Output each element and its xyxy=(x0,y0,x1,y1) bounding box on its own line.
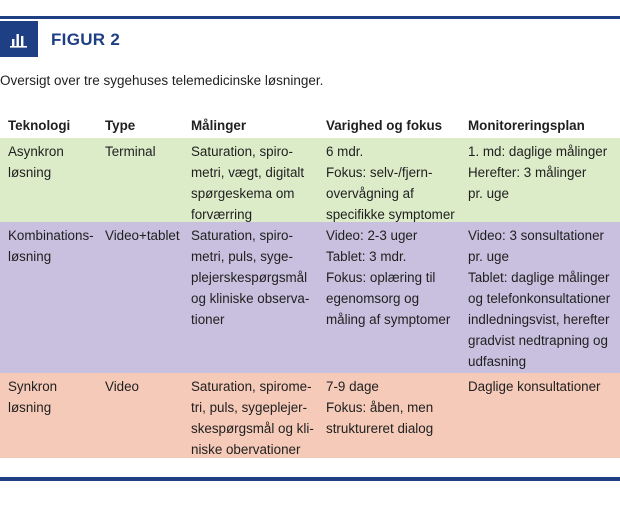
cell-varighed: Video: 2-3 uger Tablet: 3 mdr. Fokus: oplæring til egenomsorg og måling af symptomer xyxy=(326,228,451,327)
cell-monitoreringsplan: 1. md: daglige målinger Herefter: 3 målinger pr. uge xyxy=(468,144,608,201)
cell-teknologi: Synkron løsning xyxy=(8,379,58,415)
bar-chart-icon xyxy=(0,21,38,57)
table-header-row xyxy=(0,108,620,138)
top-rule xyxy=(0,16,620,19)
cell-teknologi: Asynkron løsning xyxy=(8,144,64,180)
cell-malinger: Saturation, spirome- tri, puls, sygeplejer- skespørgsmål og kli- niske obervationer xyxy=(191,379,314,457)
cell-monitoreringsplan: Daglige konsultationer xyxy=(468,379,601,394)
cell-varighed: 6 mdr. Fokus: selv-/fjern- overvågning af specifikke symptomer xyxy=(326,144,455,222)
header-malinger: Målinger xyxy=(191,118,247,133)
header-teknologi: Teknologi xyxy=(8,118,71,133)
cell-type: Terminal xyxy=(105,144,156,159)
cell-type: Video+tablet xyxy=(105,228,180,243)
table-row-synkron xyxy=(0,373,620,458)
cell-monitoreringsplan: Video: 3 sonsultationer pr. uge Tablet: daglige målinger og telefonkonsultationer indledningsvist, herefter gradvist nedtrapning og udfasning xyxy=(468,228,611,369)
figure-caption: Oversigt over tre sygehuses telemedicinske løsninger. xyxy=(0,73,324,88)
figure-title: FIGUR 2 xyxy=(51,30,121,49)
telemedicine-table xyxy=(0,108,620,458)
cell-teknologi: Kombinations- løsning xyxy=(8,228,94,264)
table-row-kombination xyxy=(0,222,620,373)
cell-malinger: Saturation, spiro- metri, vægt, digitalt spørgeskema om forværring xyxy=(191,144,305,222)
cell-varighed: 7-9 dage Fokus: åben, men struktureret dialog xyxy=(326,379,434,436)
bottom-rule xyxy=(0,477,620,481)
table-row-asynkron xyxy=(0,138,620,222)
cell-malinger: Saturation, spiro- metri, puls, syge- plejerskespørgsmål og kliniske observa- tioner xyxy=(191,228,310,327)
header-type: Type xyxy=(105,118,136,133)
header-varighed: Varighed og fokus xyxy=(326,118,443,133)
cell-type: Video xyxy=(105,379,140,394)
header-monitoreringsplan: Monitoreringsplan xyxy=(468,118,585,133)
